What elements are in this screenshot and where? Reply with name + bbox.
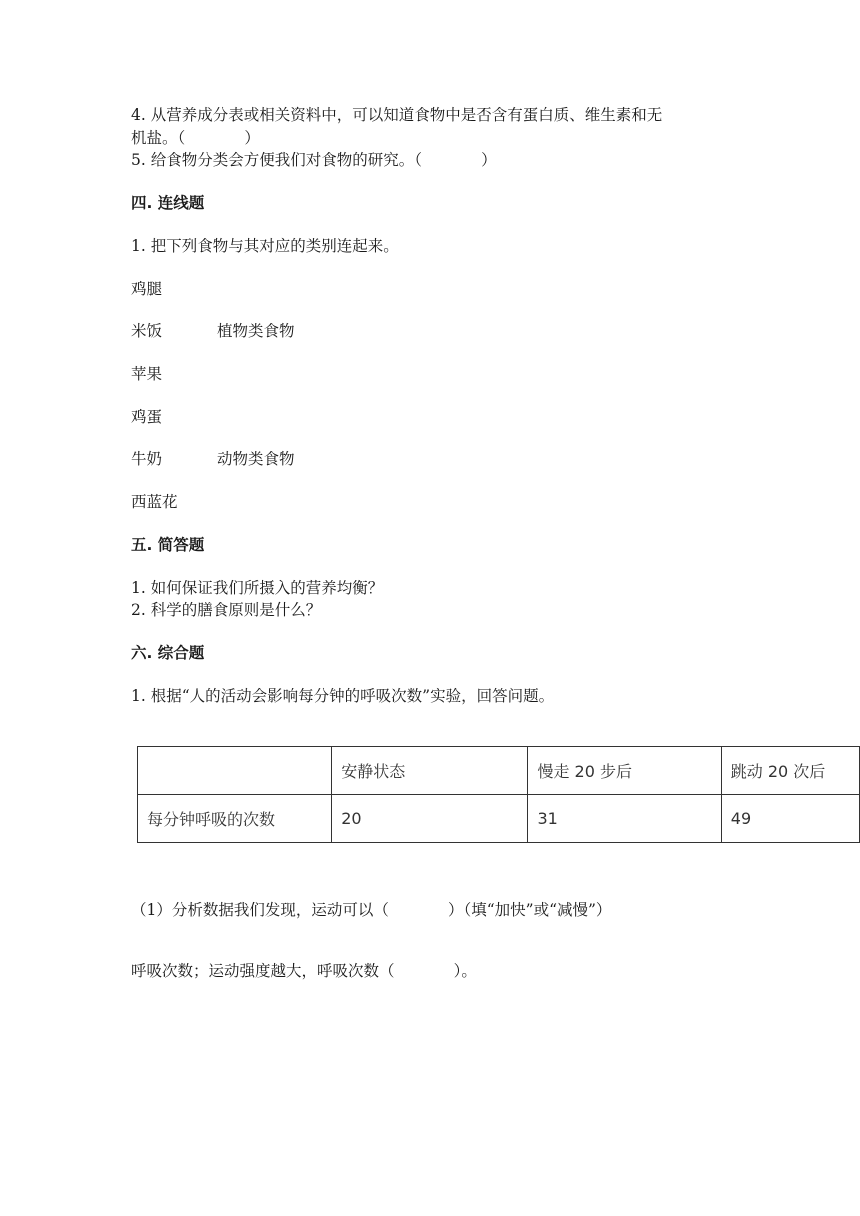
sub-question-1-continued: 呼吸次数；运动强度越大，呼吸次数（ ）。 [131,962,477,980]
table-cell: 31 [528,795,721,843]
sub-question-1: （1）分析数据我们发现，运动可以（ ）（填“加快”或“减慢”） [131,901,612,919]
breathing-data-table [137,746,860,843]
food-item: 米饭 [131,322,163,340]
table-cell: 20 [332,795,528,843]
food-item: 鸡蛋 [131,408,163,426]
question-4-line-2: 机盐。（ ） [131,129,260,147]
table-header-row [138,747,860,795]
section-4-heading: 四. 连线题 [131,194,205,212]
food-item: 苹果 [131,365,163,383]
food-item: 鸡腿 [131,280,163,298]
table-cell: 每分钟呼吸的次数 [138,795,332,843]
food-item: 牛奶 [131,450,163,468]
short-answer-2: 2. 科学的膳食原则是什么？ [131,601,322,619]
category-item: 植物类食物 [217,322,295,340]
comprehensive-question: 1. 根据“人的活动会影响每分钟的呼吸次数”实验，回答问题。 [131,687,555,705]
table-row [138,795,860,843]
section-5-heading: 五. 简答题 [131,536,205,554]
question-5: 5. 给食物分类会方便我们对食物的研究。（ ） [131,151,497,169]
table-cell: 跳动 20 次后 [721,747,859,795]
category-item: 动物类食物 [217,450,295,468]
table-cell: 慢走 20 步后 [528,747,721,795]
table-cell [138,747,332,795]
table-cell: 49 [721,795,859,843]
food-item: 西蓝花 [131,493,178,511]
question-4-line-1: 4. 从营养成分表或相关资料中，可以知道食物中是否含有蛋白质、维生素和无 [131,106,663,124]
short-answer-1: 1. 如何保证我们所摄入的营养均衡？ [131,579,384,597]
section-6-heading: 六. 综合题 [131,644,205,662]
matching-question: 1. 把下列食物与其对应的类别连起来。 [131,237,399,255]
table-cell: 安静状态 [332,747,528,795]
